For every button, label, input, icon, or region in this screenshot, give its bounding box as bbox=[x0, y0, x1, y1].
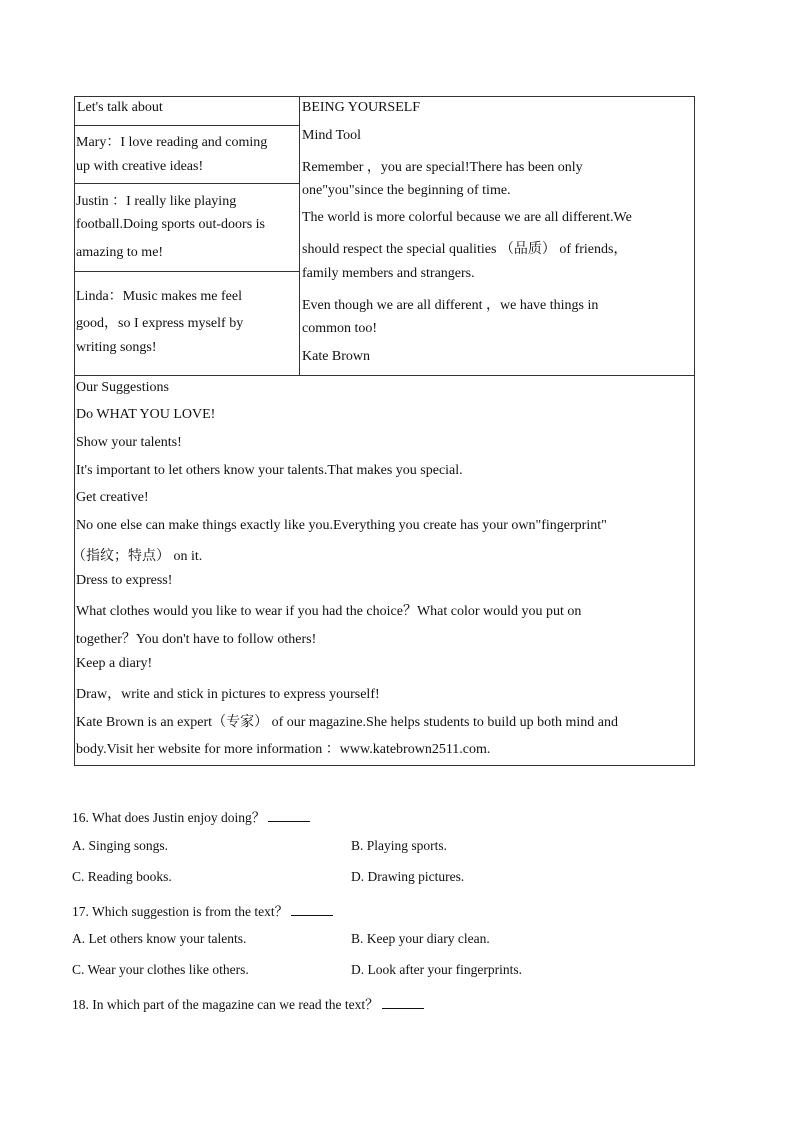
mary-line-1: Mary：I love reading and coming bbox=[76, 135, 268, 150]
left-row-divider-1 bbox=[74, 125, 299, 126]
being-line-1: Mind Tool bbox=[302, 128, 362, 143]
suggestion-line: Do WHAT YOU LOVE! bbox=[76, 407, 216, 422]
mary-line-2: up with creative ideas! bbox=[76, 159, 204, 174]
being-line-5: should respect the special qualities （品质） of friends， bbox=[302, 242, 628, 257]
suggestion-line: What clothes would you like to wear if you had the choice？What color would you put on bbox=[76, 604, 582, 619]
question-17 bbox=[72, 900, 333, 920]
q17-option-c[interactable]: C. Wear your clothes like others. bbox=[72, 962, 249, 977]
suggestion-line: Keep a diary! bbox=[76, 656, 153, 671]
being-line-8: common too! bbox=[302, 321, 378, 336]
justin-line-1: Justin ：I really like playing bbox=[76, 194, 237, 209]
suggestion-line: Our Suggestions bbox=[76, 380, 169, 395]
q17-option-b[interactable]: B. Keep your diary clean. bbox=[351, 931, 490, 946]
linda-line-3: writing songs! bbox=[76, 340, 157, 355]
linda-line-1: Linda：Music makes me feel bbox=[76, 289, 243, 304]
q17-option-a[interactable]: A. Let others know your talents. bbox=[72, 931, 247, 946]
suggestion-line: Draw，write and stick in pictures to express yourself! bbox=[76, 687, 380, 702]
suggestion-line: It's important to let others know your talents.That makes you special. bbox=[76, 463, 463, 478]
q16-option-b[interactable]: B. Playing sports. bbox=[351, 838, 448, 853]
suggestion-line: No one else can make things exactly like you.Everything you create has your own"fingerprint" bbox=[76, 518, 607, 533]
question-18-text: 18. In which part of the magazine can we read the text？ bbox=[72, 997, 379, 1012]
being-yourself-title: BEING YOURSELF bbox=[302, 100, 421, 115]
being-line-2: Remember ，you are special!There has been only bbox=[302, 160, 583, 175]
suggestion-line: Kate Brown is an expert（专家） of our magazine.She helps students to build up both mind and bbox=[76, 715, 619, 730]
suggestion-line: body.Visit her website for more information ：www.katebrown2511.com. bbox=[76, 742, 491, 757]
justin-line-2: football.Doing sports out-doors is bbox=[76, 217, 265, 232]
answer-blank-18[interactable] bbox=[382, 996, 424, 1009]
question-16-text: 16. What does Justin enjoy doing？ bbox=[72, 810, 266, 825]
linda-line-2: good，so I express myself by bbox=[76, 316, 244, 331]
question-17-text: 17. Which suggestion is from the text？ bbox=[72, 904, 289, 919]
being-line-4: The world is more colorful because we are all different.We bbox=[302, 210, 632, 225]
talk-header: Let's talk about bbox=[77, 100, 163, 115]
suggestion-line: （指纹；特点） on it. bbox=[72, 549, 203, 564]
being-line-7: Even though we are all different ，we have things in bbox=[302, 298, 599, 313]
answer-blank-17[interactable] bbox=[291, 903, 333, 916]
question-16 bbox=[72, 806, 310, 826]
left-row-divider-2 bbox=[74, 183, 299, 184]
q17-option-d[interactable]: D. Look after your fingerprints. bbox=[351, 962, 522, 977]
q16-option-c[interactable]: C. Reading books. bbox=[72, 869, 172, 884]
table-divider-suggestions bbox=[74, 375, 695, 376]
q16-option-a[interactable]: A. Singing songs. bbox=[72, 838, 169, 853]
being-line-6: family members and strangers. bbox=[302, 266, 475, 281]
question-18 bbox=[72, 993, 424, 1013]
being-line-3: one"you"since the beginning of time. bbox=[302, 183, 511, 198]
suggestion-line: Show your talents! bbox=[76, 435, 182, 450]
suggestion-line: Dress to express! bbox=[76, 573, 173, 588]
being-author: Kate Brown bbox=[302, 349, 371, 364]
table-divider-columns bbox=[299, 96, 300, 375]
suggestion-line: together？You don't have to follow others! bbox=[76, 632, 317, 647]
suggestion-line: Get creative! bbox=[76, 490, 149, 505]
q16-option-d[interactable]: D. Drawing pictures. bbox=[351, 869, 465, 884]
left-row-divider-3 bbox=[74, 271, 299, 272]
answer-blank-16[interactable] bbox=[268, 809, 310, 822]
justin-line-3: amazing to me! bbox=[76, 245, 164, 260]
